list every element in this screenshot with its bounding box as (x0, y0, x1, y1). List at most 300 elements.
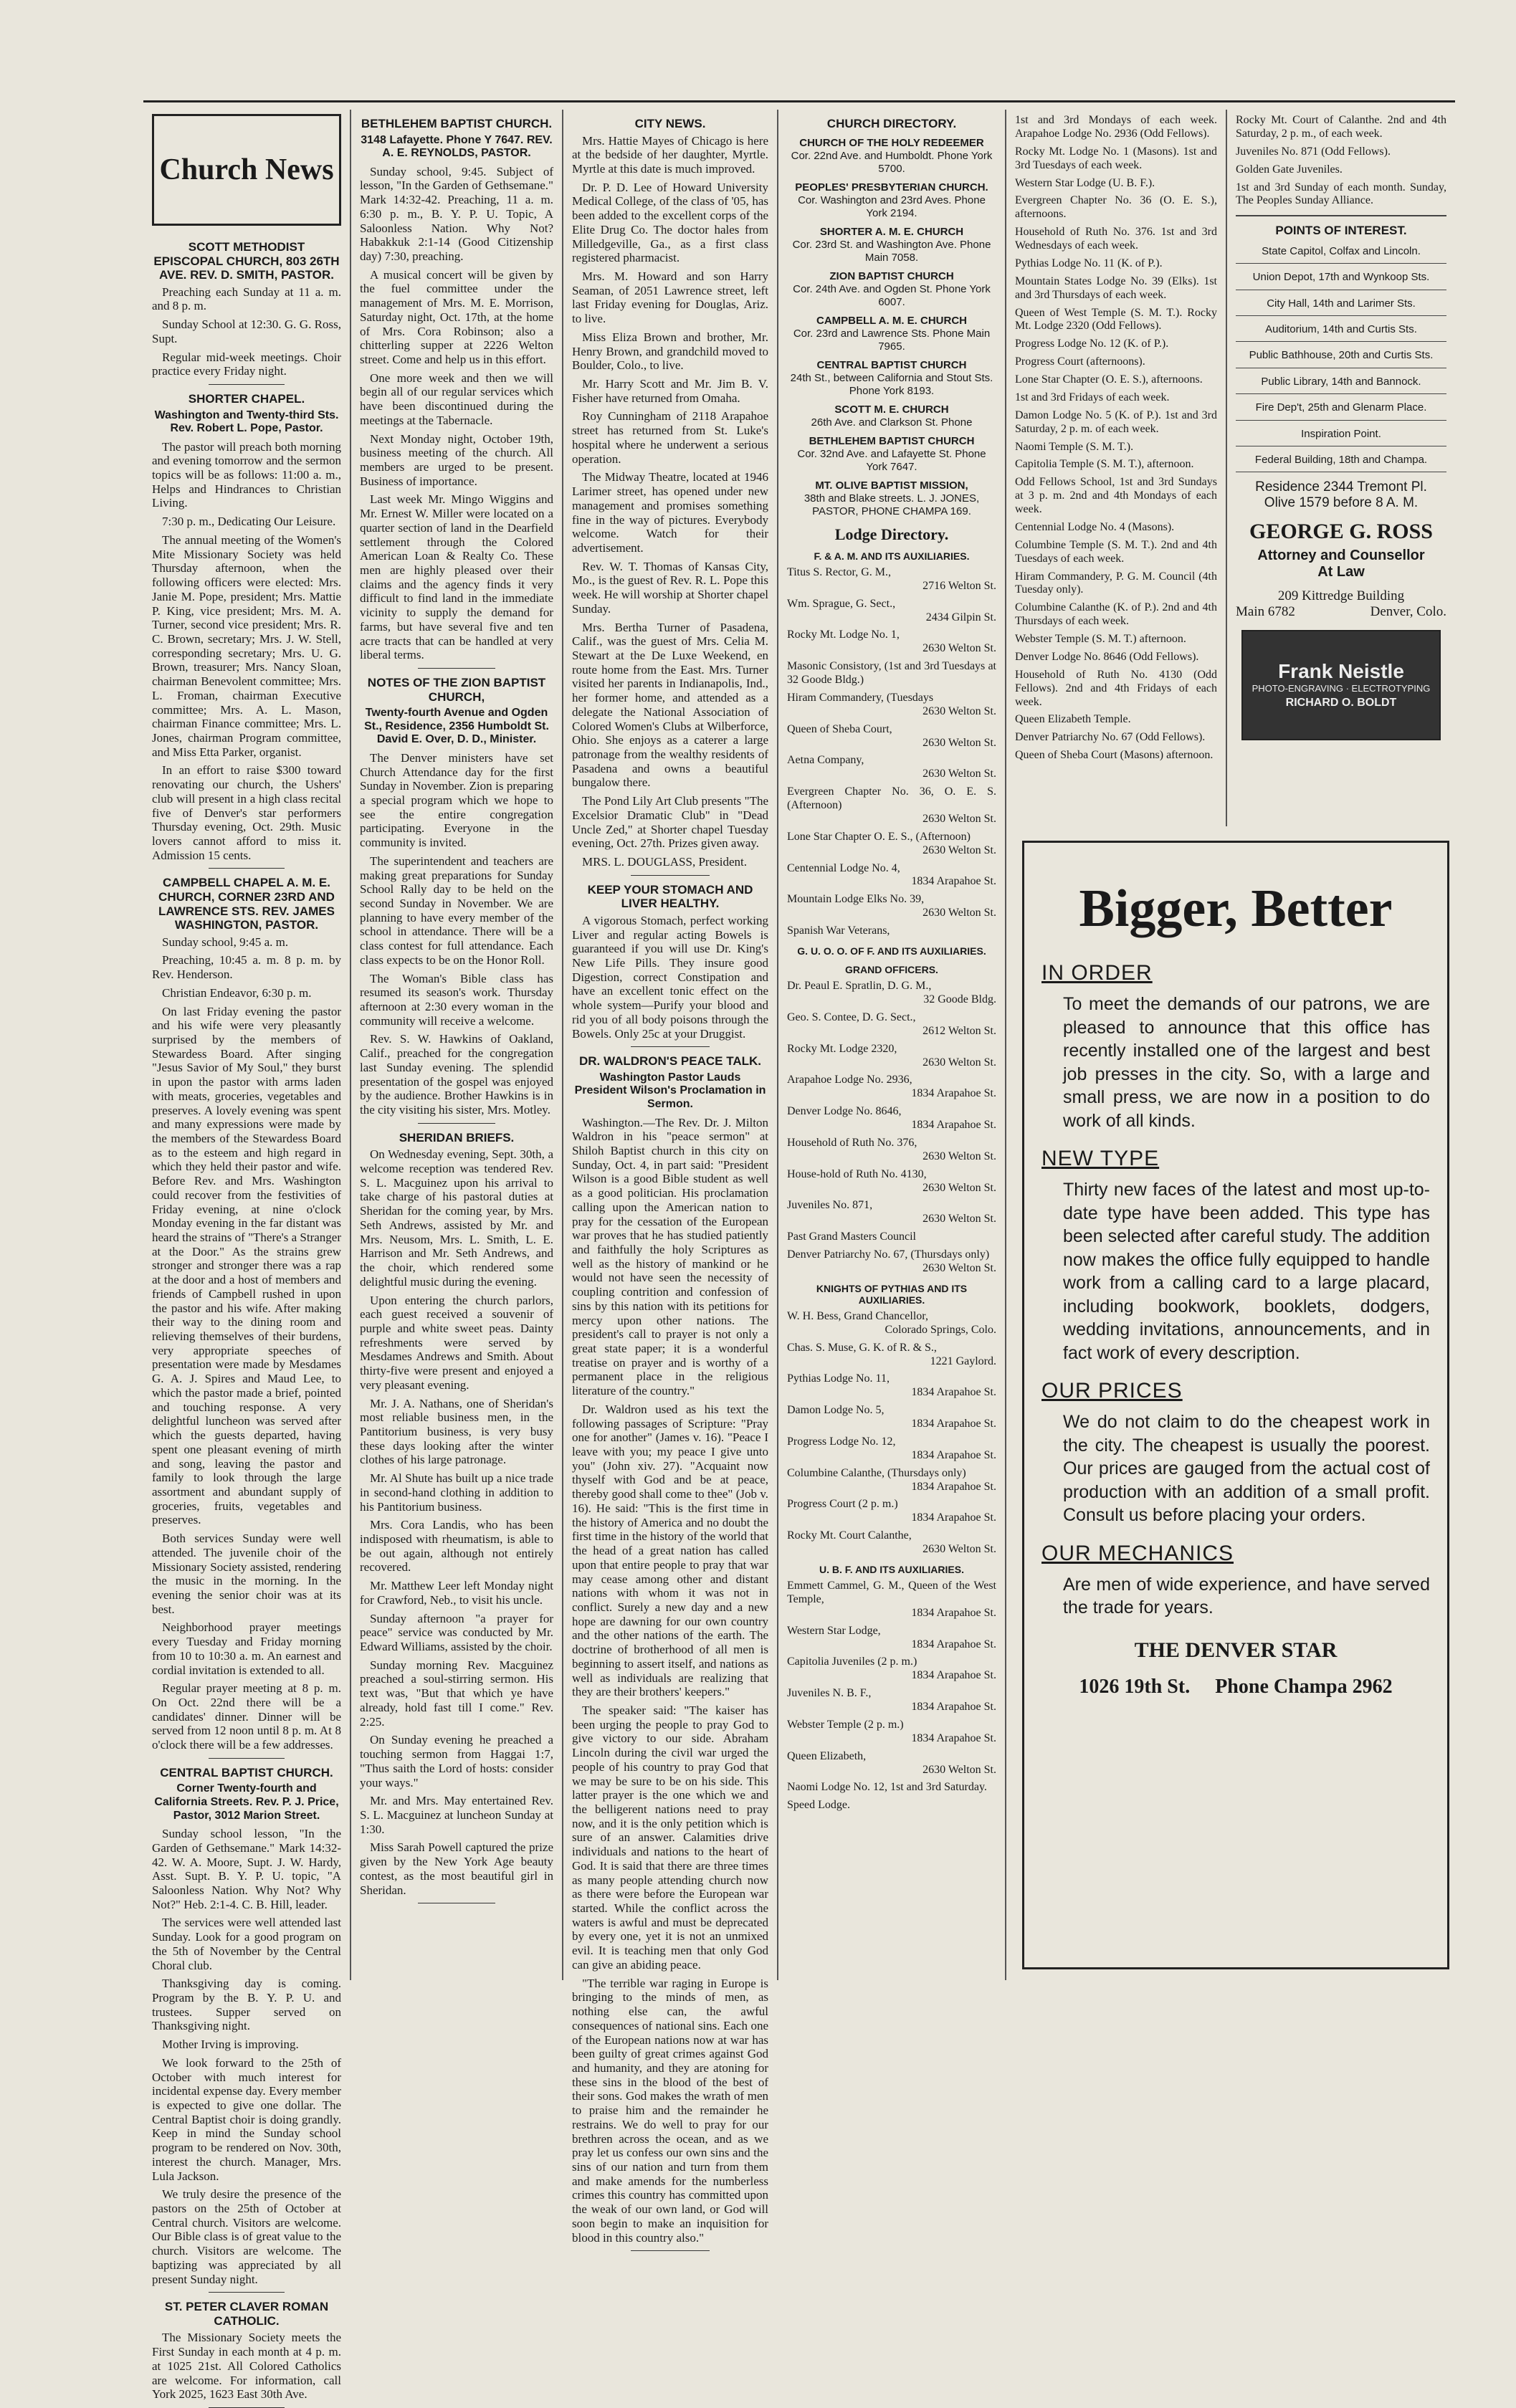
church-name: CAMPBELL A. M. E. CHURCH (816, 314, 967, 327)
lodge-name: Wm. Sprague, G. Sect., (787, 597, 896, 610)
article-paragraph: Sunday school, 9:45. Subject of lesson, "In the Garden of Gethsemane." Mark 14:32-42. Preaching, 11 a. m. 6:30 p. m., B. Y. P. U. Topic, A Saloonless Nation. Why Not? Habakkuk 2:1-14 (Good Citizenship day) 7:30, preaching. (360, 164, 553, 263)
article-paragraph: Next Monday night, October 19th, business meeting of the church. All members are urged to be present. Business of importance. (360, 431, 553, 488)
meeting-entry: Centennial Lodge No. 4 (Masons). (1015, 520, 1175, 533)
article-paragraph: Sunday morning Rev. Macguinez preached a soul-stirring sermon. His text was, "But that which ye have already, hold fast till I come." Rev. 2:25. (360, 1658, 553, 1729)
column-directory (778, 110, 1006, 1980)
attorney-name: GEORGE G. ROSS (1249, 520, 1433, 544)
lodge-name: Progress Lodge No. 12, (787, 1435, 896, 1448)
lodge-entry (787, 1719, 996, 1746)
lodge-entry (787, 1467, 996, 1494)
church-notes-articles (360, 117, 553, 1903)
lodge-name: House-hold of Ruth No. 4130, (787, 1167, 927, 1180)
article-divider (631, 1046, 710, 1047)
article-paragraph: Last week Mr. Mingo Wiggins and Mr. Ernest W. Miller were located on a quarter section of land in the Dearfield settlement through the Colored American Loan & Realty Co. These men are highly pleased over their claims and the agency finds it very difficult to find land in the immediate vicinity to supply the demand for farms, but have several five and ten acre tracts that can be handled at very liberal terms. (360, 492, 553, 662)
church-address: 26th Ave. and Clarkson St. Phone (811, 416, 973, 429)
article-paragraph: Sunday afternoon "a prayer for peace" service was conducted by Mr. Edward Williams, assisted by the choir. (360, 1611, 553, 1654)
article-paragraph: Washington.—The Rev. Dr. J. Milton Waldron in his "peace sermon" at Shiloh Baptist church in this city on Sunday, Oct. 4, in part said: "President Wilson is a good Bible student as well as a good politician. His proclamation calling upon the American nation to pray for the cessation of the European war proves that he has studied patiently and faithfully the holy Scriptures as well as the history of mankind or he would not have seen the necessity of coupling contrition and confession of sins by this nation with its petitions for mercy upon other nations. The president's call to prayer is not only a great state paper; it is a wonderful treatise on prayer and is worthy of a permanent place in the religious literature of the country." (572, 1115, 768, 1398)
lodge-address: 2716 Welton St. (923, 579, 996, 592)
church-address: Cor. 23rd St. and Washington Ave. Phone Main 7058. (792, 238, 991, 264)
article-headline: NOTES OF THE ZION BAPTIST CHURCH, (367, 676, 546, 704)
lodge-name: Rocky Mt. Lodge No. 1, (787, 629, 900, 641)
lodge-name: Dr. Peaul E. Spratlin, D. G. M., (787, 980, 932, 993)
divider (1236, 215, 1446, 216)
point-of-interest: Fire Dep't, 25th and Glenarm Place. (1236, 401, 1446, 420)
article-paragraph: Rev. W. T. Thomas of Kansas City, Mo., is the guest of Rev. R. L. Pope this week. He will worship at Shorter chapel Sunday. (572, 559, 768, 616)
article-paragraph: Rev. S. W. Hawkins of Oakland, Calif., preached for the congregation last Sunday evening. The splendid presentation of the gospel was enjoyed by the audience. Brother Hawkins is in the city visiting his sister, Mrs. Motley. (360, 1032, 553, 1117)
lodge-entry (787, 1248, 996, 1276)
lodge-address: 2630 Welton St. (923, 1213, 996, 1226)
newspaper-page (143, 100, 1455, 2402)
article-subheadline: Corner Twenty-fourth and California Streets. Rev. P. J. Price, Pastor, 3012 Marion Street. (154, 1782, 339, 1822)
point-of-interest: Public Library, 14th and Bannock. (1236, 376, 1446, 394)
lodge-name: Capitolia Juveniles (2 p. m.) (787, 1656, 917, 1668)
meeting-entry: Queen Elizabeth Temple. (1015, 713, 1131, 726)
church-news-articles (152, 240, 341, 2408)
church-address: Cor. 22nd Ave. and Humboldt. Phone York 5700. (791, 149, 993, 175)
office-address: 209 Kittredge Building (1277, 588, 1405, 603)
lodge-name: Aetna Company, (787, 754, 864, 767)
lodge-entry (787, 1168, 996, 1195)
lodge-entry (787, 692, 996, 719)
lodge-list-guoo (787, 980, 996, 1276)
point-of-interest: Public Bathhouse, 20th and Curtis Sts. (1236, 349, 1446, 368)
lodge-name: Lone Star Chapter O. E. S., (Afternoon) (787, 830, 971, 843)
lodge-name: Denver Lodge No. 8646, (787, 1105, 902, 1118)
article-divider (631, 2250, 710, 2251)
meeting-entry: Queen of Sheba Court (Masons) afternoon. (1015, 749, 1214, 762)
points-of-interest-list (1236, 245, 1446, 473)
lodge-entry (787, 1529, 996, 1557)
meeting-entry: Household of Ruth No. 4130 (Odd Fellows). 2nd and 4th Fridays of each week. (1015, 668, 1217, 708)
article-paragraph: Preaching, 10:45 a. m. 8 p. m. by Rev. Henderson. (152, 953, 341, 982)
meeting-entry: Western Star Lodge (U. B. F.). (1015, 176, 1155, 189)
lodge-entry (787, 598, 996, 625)
lodge-entry (787, 785, 996, 826)
lodge-entry (787, 831, 996, 858)
lodge-entry (787, 1656, 996, 1683)
lodge-address: 1834 Arapahoe St. (911, 1448, 996, 1461)
church-name: BETHLEHEM BAPTIST CHURCH (809, 434, 975, 447)
meeting-entry: 1st and 3rd Mondays of each week. Arapahoe Lodge No. 2936 (Odd Fellows). (1015, 114, 1217, 140)
engraver-logo (1241, 630, 1441, 740)
lodge-entry (787, 1404, 996, 1431)
article-paragraph: Mr. J. A. Nathans, one of Sheridan's most reliable business men, in the Pantitorium business, is very busy these days looking after the winter clothes of his large patronage. (360, 1396, 553, 1467)
article-headline: DR. WALDRON'S PEACE TALK. (578, 1054, 761, 1069)
residence-line: Residence 2344 Tremont Pl. (1255, 479, 1427, 495)
article-paragraph: Thanksgiving day is coming. Program by the B. Y. P. U. and trustees. Supper served on Thanksgiving night. (152, 1977, 341, 2033)
ad-section-mechanics: OUR MECHANICS (1041, 1541, 1234, 1565)
article-divider (631, 875, 710, 876)
lodge-name: W. H. Bess, Grand Chancellor, (787, 1309, 928, 1322)
lodge-name: Queen Elizabeth, (787, 1749, 867, 1762)
lodge-address: 1834 Arapahoe St. (911, 1119, 996, 1131)
lodge-address: 1834 Arapahoe St. (911, 1638, 996, 1650)
article-paragraph: Miss Sarah Powell captured the prize given by the New York Age beauty contest, as the most beautiful girl in Sheridan. (360, 1840, 553, 1897)
directory-entry (787, 181, 996, 220)
lodge-name: Queen of Sheba Court, (787, 722, 892, 735)
article-headline: SHORTER CHAPEL. (188, 391, 305, 406)
directory-entry (787, 479, 996, 518)
city-news-articles (572, 117, 768, 2251)
meeting-entry: Capitolia Temple (S. M. T.), afternoon. (1015, 458, 1194, 471)
lodge-name: Evergreen Chapter No. 36, O. E. S. (Afternoon) (787, 785, 996, 812)
engraver-owner: RICHARD O. BOLDT (1285, 697, 1397, 710)
lodge-address: 32 Goode Bldg. (923, 993, 996, 1005)
lodge-address: 2630 Welton St. (923, 1181, 996, 1194)
article-paragraph: The Woman's Bible class has resumed its season's work. Thursday afternoon at 2:30 every woman in the community will receive a welcome. (360, 971, 553, 1028)
article-paragraph: "The terrible war raging in Europe is bringing to the minds of men, as nothing else can, the awful consequences of national sins. Each one of the European nations now at war has been guilty of great crimes against God and humanity, and they are atoning for these sins in the blood of the best of their sons. God makes the wrath of men to praise him and the remainder he restrains. We do well to pray for our brethren across the ocean, and as we pray let us confess our own sins and the sins of our nation and turn from them and make amends for the numberless crimes this country has committed upon the weak of our own land, or God will soon begin to make an inquisition for blood in this country also." (572, 1976, 768, 2245)
article-paragraph: Preaching each Sunday at 11 a. m. and 8 p. m. (152, 285, 341, 313)
meeting-schedule-list (1015, 114, 1217, 763)
publisher-address: 1026 19th St. Phone Champa 2962 (1079, 1675, 1393, 1698)
phone-line: Olive 1579 before 8 A. M. (1264, 495, 1419, 511)
meeting-entry: Naomi Temple (S. M. T.). (1015, 440, 1134, 453)
lodge-entry (787, 1750, 996, 1777)
church-address: Cor. Washington and 23rd Aves. Phone York 2194. (798, 194, 986, 219)
lodge-address: 1834 Arapahoe St. (911, 1087, 996, 1100)
lodge-address: 1834 Arapahoe St. (911, 1701, 996, 1714)
lodge-address: 2630 Welton St. (923, 768, 996, 780)
lodge-address: 1834 Arapahoe St. (911, 875, 996, 888)
article-paragraph: Both services Sunday were well attended. The juvenile choir of the Missionary Society assisted, rendering the music in the morning. In the evening the senior choir was at its best. (152, 1532, 341, 1616)
lodge-entry (787, 1580, 996, 1620)
article-paragraph: The pastor will preach both morning and evening tomorrow and the sermon topics will be as follows: 11:00 a. m., Helps and Hindrances to Christian Living. (152, 439, 341, 510)
lodge-address: 2630 Welton St. (923, 907, 996, 919)
meeting-entry: Columbine Temple (S. M. T.). 2nd and 4th Tuesdays of each week. (1015, 538, 1217, 565)
column-city-news (563, 110, 778, 2245)
article-divider (209, 2292, 285, 2293)
meeting-entry: Queen of West Temple (S. M. T.). Rocky Mt. Lodge 2320 (Odd Fellows). (1015, 306, 1217, 333)
lodge-name: Webster Temple (2 p. m.) (787, 1718, 904, 1731)
column-meeting-schedule (1006, 110, 1227, 826)
ad-footer (1041, 1638, 1430, 1698)
lodge-name: Mountain Lodge Elks No. 39, (787, 893, 925, 906)
article-paragraph: The Denver ministers have set Church Attendance day for the first Sunday in November. Zion is preparing a special program which we hope to see the entire congregation participating. Everyone in the community is invited. (360, 750, 553, 850)
lodge-entry (787, 754, 996, 781)
lodge-name: Chas. S. Muse, G. K. of R. & S., (787, 1341, 937, 1354)
church-name: CHURCH OF THE HOLY REDEEMER (799, 136, 984, 149)
article-headline: SCOTT METHODIST EPISCOPAL CHURCH, 803 26TH AVE. REV. D. SMITH, PASTOR. (153, 240, 340, 282)
meeting-entry: Damon Lodge No. 5 (K. of P.). 1st and 3rd Saturday, 2 p. m. of each week. (1015, 408, 1217, 435)
article-paragraph: The superintendent and teachers are making great preparations for Sunday School Rally day to be held on the second Sunday in November. We are planning to have every member of the school in attendance. There will be a class contest for full attendance. Each class expects to be on the Honor Roll. (360, 854, 553, 967)
point-of-interest: City Hall, 14th and Larimer Sts. (1236, 297, 1446, 316)
article-paragraph: Dr. P. D. Lee of Howard University Medical College, of the class of '05, has been added to the excellent corps of the Elite Drug Co. The doctor hales from Milledgeville, Ga., as a first class registered pharmacist. (572, 180, 768, 265)
lodge-name: Past Grand Masters Council (787, 1231, 916, 1243)
meeting-entry: Progress Court (afternoons). (1015, 355, 1145, 368)
lodge-entry (787, 1372, 996, 1400)
article-headline: BETHLEHEM BAPTIST CHURCH. (361, 117, 553, 130)
article-paragraph: Mrs. M. Howard and son Harry Seaman, of 2051 Lawrence street, left last Friday evening for Douglas, Ariz. to live. (572, 269, 768, 326)
lodge-address: 1834 Arapahoe St. (911, 1606, 996, 1619)
lodge-entry (787, 1105, 996, 1132)
column-church-news (143, 110, 351, 2402)
lodge-name: Damon Lodge No. 5, (787, 1404, 885, 1417)
office-city: Denver, Colo. (1370, 603, 1446, 619)
article-paragraph: The Midway Theatre, located at 1946 Larimer street, has opened under new management and promises something fine in the way of pictures. Everybody welcome. Watch for their advertisement. (572, 470, 768, 555)
article-divider (209, 1758, 285, 1759)
church-address: Cor. 24th Ave. and Ogden St. Phone York 6007. (793, 282, 991, 308)
article-paragraph: Upon entering the church parlors, each guest received a souvenir of purple and white sweet peas. Dainty refreshments were served by Mesdames Andrews and Smith. About thirty-five were present and enjoyed a very pleasant evening. (360, 1293, 553, 1392)
publisher-name: THE DENVER STAR (1134, 1638, 1338, 1662)
meeting-entry: Rocky Mt. Lodge No. 1 (Masons). 1st and 3rd Tuesdays of each week. (1015, 145, 1217, 171)
lodge-name: Masonic Consistory, (1st and 3rd Tuesdays at 32 Goode Bldg.) (787, 660, 996, 687)
article-paragraph: MRS. L. DOUGLASS, President. (582, 855, 747, 869)
lodge-entry (787, 660, 996, 687)
article-paragraph: In an effort to raise $300 toward renovating our church, the Ushers' club will present in a high class recital five of Denver's star performers Thursday evening, Oct. 29th. Music lovers cannot afford to miss it. Admission 15 cents. (152, 763, 341, 862)
article-headline: CENTRAL BAPTIST CHURCH. (160, 1765, 333, 1779)
column-points-of-interest (1227, 110, 1455, 826)
lodge-name: Hiram Commandery, (Tuesdays (787, 691, 934, 704)
office-contact (1236, 604, 1446, 620)
lodge-entry (787, 1310, 996, 1337)
article-paragraph: Mr. Al Shute has built up a nice trade in second-hand clothing in addition to his Pantitorium business. (360, 1471, 553, 1514)
article-subheadline: Washington and Twenty-third Sts. Rev. Robert L. Pope, Pastor. (154, 408, 339, 435)
lodge-entry (787, 1498, 996, 1525)
lodge-address: 1834 Arapahoe St. (911, 1386, 996, 1399)
lodge-entry (787, 1137, 996, 1164)
lodge-address: 1834 Arapahoe St. (911, 1418, 996, 1430)
article-paragraph: Mrs. Bertha Turner of Pasadena, Calif., was the guest of Mrs. Celia M. Stewart at the De Luxe Weekend, en route home from the East. Mrs. Turner visited her parents in Indianapolis, Ind., her former home, and attended as a delegate the National Association of Colored Women's Clubs at Wilberforce, Ohio. She enjoys as a caterer a large patronage from the wealthy residents of Pasadena and owns a beautiful bungalow there. (572, 620, 768, 790)
lodge-name: Geo. S. Contee, D. G. Sect., (787, 1010, 916, 1023)
meeting-entry: Hiram Commandery, P. G. M. Council (4th Tuesday only). (1015, 570, 1217, 596)
article-headline: CAMPBELL CHAPEL A. M. E. CHURCH, CORNER 23RD AND LAWRENCE STS. REV. JAMES WASHINGTON, PASTOR. (158, 876, 335, 932)
article-paragraph: Mr. Harry Scott and Mr. Jim B. V. Fisher have returned from Omaha. (572, 377, 768, 405)
lodge-address: 1834 Arapahoe St. (911, 1669, 996, 1682)
ad-text-new-type: Thirty new faces of the latest and most up-to-date type have been added. This type has been selected after careful study. The addition now makes the office fully equipped to handle work from a calling card to a large placard, including bookwork, booklets, dodgers, wedding invitations, announcements, and in fact work of every description. (1063, 1180, 1430, 1363)
lodge-entry (787, 1074, 996, 1101)
article-paragraph: Mr. Matthew Leer left Monday night for Crawford, Neb., to visit his uncle. (360, 1579, 553, 1607)
lodge-list-fam (787, 566, 996, 938)
church-directory-list (787, 137, 996, 518)
meeting-entry: 1st and 3rd Fridays of each week. (1015, 391, 1170, 403)
article-divider (209, 384, 285, 385)
ad-text-prices: We do not claim to do the cheapest work in the city. The cheapest is usually the poorest. Our prices are gauged from the actual cost of production with an addition of a small profit. Consult us before placing your orders. (1063, 1412, 1430, 1525)
article-paragraph: On Sunday evening he preached a touching sermon from Haggai 1:7, "Thus saith the Lord of hosts: consider your ways." (360, 1733, 553, 1790)
article-paragraph: The Missionary Society meets the First Sunday in each month at 4 p. m. at 1025 21st. All Colored Catholics are welcome. For information, call York 2025, 1623 East 30th Ave. (152, 2331, 341, 2402)
lodge-name: Spanish War Veterans, (787, 924, 890, 937)
meeting-entry: Household of Ruth No. 376. 1st and 3rd Wednesdays of each week. (1015, 226, 1217, 252)
article-paragraph: The speaker said: "The kaiser has been urging the people to pray God to give victory to our side. Abraham Lincoln during the civil war urged the people of his country to pray God that we may be sure to be on his side. This latter prayer is the one which we and the belligerent nations need to pray now, and it is the only petition which is sure of an answer. Calamities drive individuals and nations to the heart of God. It is said that there are three times as many people attending church now as there were before the European war started. While the conflict across the waters is awful and must be deprecated by every one, yet it is not an unmixed evil. It is teaching men that only God can give an abiding peace. (572, 1703, 768, 1972)
article-subheadline: Washington Pastor Lauds President Wilson's Proclamation in Sermon. (574, 1071, 766, 1110)
lodge-entry (787, 1011, 996, 1038)
article-subheadline: 3148 Lafayette. Phone Y 7647. REV. A. E. REYNOLDS, PASTOR. (361, 133, 553, 160)
article-paragraph: Mr. and Mrs. May entertained Rev. S. L. Macguinez at luncheon Sunday at 1:30. (360, 1794, 553, 1836)
point-of-interest: Auditorium, 14th and Curtis Sts. (1236, 323, 1446, 342)
lodge-entry (787, 1342, 996, 1369)
points-of-interest-title: POINTS OF INTEREST. (1275, 224, 1407, 238)
church-address: Cor. 32nd Ave. and Lafayette St. Phone York 7647. (797, 447, 986, 473)
point-of-interest: Inspiration Point. (1236, 428, 1446, 446)
meeting-entry: Rocky Mt. Court of Calanthe. 2nd and 4th Saturday, 2 p. m., of each week. (1236, 114, 1446, 140)
lodge-address: Colorado Springs, Colo. (885, 1323, 996, 1336)
directory-entry (787, 403, 996, 429)
engraver-services: PHOTO-ENGRAVING · ELECTROTYPING (1252, 683, 1431, 694)
meeting-entry: Denver Lodge No. 8646 (Odd Fellows). (1015, 650, 1199, 663)
lodge-section-guoo: G. U. O. O. OF F. AND ITS AUXILIARIES. (797, 945, 986, 957)
ad-text-mechanics: Are men of wide experience, and have served the trade for years. (1063, 1574, 1430, 1618)
article-paragraph: Mother Irving is improving. (162, 2037, 299, 2052)
ad-section-prices: OUR PRICES (1041, 1379, 1183, 1403)
article-headline: ST. PETER CLAVER ROMAN CATHOLIC. (164, 2300, 329, 2328)
ad-section-new-type: NEW TYPE (1041, 1147, 1160, 1170)
lodge-address: 1221 Gaylord. (930, 1354, 996, 1367)
lodge-address: 1834 Arapahoe St. (911, 1480, 996, 1493)
article-paragraph: Sunday school lesson, "In the Garden of Gethsemane." Mark 14:32-42. W. A. Moore, Supt. J. W. Hardy, Asst. Supt. B. Y. P. U. topic, "A Saloonless Nation. Why Not? Why Not?" Heb. 2:1-4. C. B. Hill, leader. (152, 1827, 341, 1911)
attorney-title: Attorney and Counsellor (1257, 548, 1425, 564)
lodge-name: Speed Lodge. (787, 1799, 850, 1812)
church-directory-title: CHURCH DIRECTORY. (826, 117, 957, 130)
article-paragraph: Roy Cunningham of 2118 Arapahoe street has returned from St. Luke's hospital where he underwent a serious operation. (572, 409, 768, 466)
lodge-address: 2630 Welton St. (923, 1763, 996, 1776)
engraver-name: Frank Neistle (1278, 659, 1404, 682)
church-address: Cor. 23rd and Lawrence Sts. Phone Main 7965. (793, 327, 991, 353)
lodge-name: Emmett Cammel, G. M., Queen of the West Temple, (787, 1580, 996, 1605)
directory-entry (787, 270, 996, 309)
lodge-entry (787, 1435, 996, 1463)
meeting-entry: 1st and 3rd Sunday of each month. Sunday, The Peoples Sunday Alliance. (1236, 181, 1446, 207)
article-paragraph: Miss Eliza Brown and brother, Mr. Henry Brown, and grandchild moved to Boulder, Colo., to live. (572, 330, 768, 373)
lodge-address: 2630 Welton St. (923, 1261, 996, 1274)
masthead-church-news: Church News (152, 114, 341, 226)
lodge-name: Arapahoe Lodge No. 2936, (787, 1074, 912, 1086)
meeting-entry: Juveniles No. 871 (Odd Fellows). (1236, 145, 1391, 158)
article-divider (418, 668, 495, 669)
lodge-entry (787, 980, 996, 1007)
lodge-entry (787, 566, 996, 593)
lodge-entry (787, 1781, 996, 1795)
point-of-interest: Federal Building, 18th and Champa. (1236, 454, 1446, 472)
lodge-entry (787, 1625, 996, 1652)
lodge-entry (787, 1043, 996, 1070)
article-paragraph: Mrs. Cora Landis, who has been indisposed with rheumatism, is able to be out again, although not entirely recovered. (360, 1518, 553, 1575)
church-name: CENTRAL BAPTIST CHURCH (816, 358, 967, 371)
point-of-interest: Union Depot, 17th and Wynkoop Sts. (1236, 271, 1446, 290)
point-of-interest: State Capitol, Colfax and Lincoln. (1236, 245, 1446, 264)
lodge-address: 2630 Welton St. (923, 844, 996, 856)
article-paragraph: Mrs. Hattie Mayes of Chicago is here at the bedside of her daughter, Myrtle. Myrtle at this date is much improved. (572, 133, 768, 176)
lodge-name: Juveniles No. 871, (787, 1199, 873, 1212)
church-name: ZION BAPTIST CHURCH (829, 269, 954, 282)
article-headline: SHERIDAN BRIEFS. (399, 1130, 515, 1145)
article-paragraph: We look forward to the 25th of October with much interest for incidental expense day. Every member is expected to give one dollar. The Central Baptist choir is doing grandly. Keep in mind the Sunday school program to be rendered on Nov. 30th, interest the church. Manager, Mrs. Lula Jackson. (152, 2055, 341, 2183)
lodge-address: 1834 Arapahoe St. (911, 1511, 996, 1524)
meeting-entry: Golden Gate Juveniles. (1236, 163, 1343, 176)
lodge-address: 2612 Welton St. (923, 1024, 996, 1037)
ad-section-in-order: IN ORDER (1041, 961, 1153, 985)
lodge-address: 2630 Welton St. (923, 1543, 996, 1556)
lodge-name: Naomi Lodge No. 12, 1st and 3rd Saturday. (787, 1781, 987, 1794)
church-name: PEOPLES' PRESBYTERIAN CHURCH. (795, 181, 988, 194)
meeting-entry: Pythias Lodge No. 11 (K. of P.). (1015, 257, 1163, 269)
ross-advertisement (1236, 479, 1446, 619)
lodge-directory-title: Lodge Directory. (834, 525, 949, 543)
directory-entry (787, 359, 996, 398)
meeting-entry: Progress Lodge No. 12 (K. of P.). (1015, 338, 1169, 350)
column-church-notes (351, 110, 563, 1980)
meeting-entry: Odd Fellows School, 1st and 3rd Sundays at 3 p. m. 2nd and 4th Mondays of each week. (1015, 476, 1217, 515)
article-paragraph: Regular mid-week meetings. Choir practice every Friday night. (152, 350, 341, 378)
meeting-entry: Webster Temple (S. M. T.) afternoon. (1015, 633, 1186, 645)
lodge-entry (787, 1799, 996, 1812)
article-paragraph: Dr. Waldron used as his text the following passages of Scripture: "Pray one for another" (James v. 16). "Peace I leave with you; my peace I give unto you" (John xiv. 27). "Acquaint now thyself with God and be at peace, thereby good shall come to thee" (Job v. 16). He said: "This is the first time in the history of America and no doubt the first time in the history of the world that the head of a great nation has called upon that entire people to pray that war may cease among other and distant nations with whom it was not in conflict. Surely a new day and a new hope are dawning for our own country and the other nations of the earth. The doctrine of brotherhood of all men is beginning to assert itself, and nations as well as individuals are realizing that they are their brothers' keepers." (572, 1402, 768, 1699)
lodge-name: Titus S. Rector, G. M., (787, 565, 892, 578)
meeting-entry: Mountain States Lodge No. 39 (Elks). 1st and 3rd Thursdays of each week. (1015, 274, 1217, 301)
grand-officers-title: GRAND OFFICERS. (845, 964, 938, 976)
lodge-section-kp: KNIGHTS OF PYTHIAS AND ITS AUXILIARIES. (816, 1282, 968, 1306)
article-paragraph: Sunday school, 9:45 a. m. (162, 935, 289, 949)
lodge-name: Progress Court (2 p. m.) (787, 1498, 898, 1511)
article-paragraph: The annual meeting of the Women's Mite Missionary Society was held Thursday afternoon, when the following officers were elected: Mrs. Janie M. Pope, president; Mrs. Mattie P. King, vice president; Mrs. M. A. Turner, second vice president; Mrs. R. C. Brown, secretary; Mrs. J. W. Stell, corresponding secretary; Mrs. U. G. Brown, treasurer; Mrs. Nancy Sloan, chairman Benevolent committee; Mrs. L. Froman, chairman Executive committee; Mrs. A. L. Mason, chairman Finance committee; Mrs. L. Jones, chairman Program committee, and Miss Etta Parker, organist. (152, 532, 341, 759)
meeting-schedule-continued (1236, 114, 1446, 208)
lodge-address: 2630 Welton St. (923, 1056, 996, 1069)
lodge-section-ubf: U. B. F. AND ITS AUXILIARIES. (819, 1563, 964, 1575)
lodge-address: 2630 Welton St. (923, 642, 996, 655)
church-name: SHORTER A. M. E. CHURCH (819, 225, 964, 238)
lodge-name: Rocky Mt. Lodge 2320, (787, 1042, 897, 1055)
lodge-entry (787, 862, 996, 889)
lodge-name: Household of Ruth No. 376, (787, 1136, 917, 1149)
article-paragraph: Neighborhood prayer meetings every Tuesday and Friday morning from 10 to 10:30 a. m. An earnest and cordial invitation is extended to all. (152, 1620, 341, 1677)
directory-entry (787, 315, 996, 353)
article-paragraph: We truly desire the presence of the pastors on the 25th of October at Central church. Visitors are welcome. Our Bible class is of great value to the church. Visitors are welcome. The baptizing was appreciated by all present Sunday night. (152, 2187, 341, 2286)
article-paragraph: On Wednesday evening, Sept. 30th, a welcome reception was tendered Rev. S. L. Macguinez upon his arrival to take charge of his pastoral duties at Sheridan for the coming year, by Mrs. Seth Andrews, assisted by Mr. and Mrs. Neusom, Mrs. L. Smith, L. E. Harrison and Mr. Seth Andrews, and the choir, which rendered some delightful music during the evening. (360, 1147, 553, 1289)
lodge-address: 2630 Welton St. (923, 704, 996, 717)
lodge-entry (787, 893, 996, 920)
directory-entry (787, 435, 996, 474)
lodge-entry (787, 629, 996, 656)
lodge-name: Western Star Lodge, (787, 1624, 881, 1637)
lodge-address: 2434 Gilpin St. (925, 611, 996, 624)
article-paragraph: One more week and then we will begin all of our regular services which have been discontinued during the meetings at the Tabernacle. (360, 371, 553, 427)
church-name: MT. OLIVE BAPTIST MISSION, (815, 479, 968, 492)
directory-entry (787, 137, 996, 176)
attorney-title-2: At Law (1317, 564, 1365, 580)
article-headline: KEEP YOUR STOMACH AND LIVER HEALTHY. (587, 882, 753, 911)
lodge-entry (787, 723, 996, 750)
article-paragraph: 7:30 p. m., Dedicating Our Leisure. (162, 515, 336, 529)
lodge-list-kp (787, 1310, 996, 1557)
article-paragraph: A vigorous Stomach, perfect working Liver and regular acting Bowels is guaranteed if you will use Dr. King's New Life Pills. They insure good Digestion, correct Constipation and have an excellent tonic effect on the whole system—Purify your blood and rid you of all body poisons through the Bowels. Only 25c at your Druggist. (572, 913, 768, 1041)
article-divider (418, 1123, 495, 1124)
lodge-address: 2630 Welton St. (923, 736, 996, 749)
office-phone: Main 6782 (1236, 603, 1295, 619)
church-address: 24th St., between California and Stout Sts. Phone York 8193. (790, 371, 993, 397)
lodge-list-ubf (787, 1580, 996, 1812)
lodge-name: Juveniles N. B. F., (787, 1687, 872, 1700)
meeting-entry: Denver Patriarchy No. 67 (Odd Fellows). (1015, 731, 1206, 744)
lodge-section-fam: F. & A. M. AND ITS AUXILIARIES. (814, 550, 970, 562)
article-paragraph: The services were well attended last Sunday. Look for a good program on the 5th of November by the Central Choral club. (152, 1916, 341, 1972)
article-paragraph: Christian Endeavor, 6:30 p. m. (162, 985, 312, 1000)
article-paragraph: Regular prayer meeting at 8 p. m. On Oct. 22nd there will be a candidates' dinner. Dinner will be served from 12 noon until 8 p. m. At 8 o'clock there will be a few addresses. (152, 1681, 341, 1752)
meeting-entry: Lone Star Chapter (O. E. S.), afternoons. (1015, 373, 1203, 386)
lodge-name: Columbine Calanthe, (Thursdays only) (787, 1466, 966, 1479)
church-name: SCOTT M. E. CHURCH (834, 403, 949, 416)
lodge-name: Pythias Lodge No. 11, (787, 1372, 890, 1385)
article-headline: CITY NEWS. (634, 117, 706, 130)
lodge-entry (787, 1231, 996, 1244)
lodge-name: Rocky Mt. Court Calanthe, (787, 1529, 912, 1542)
article-paragraph: Sunday School at 12:30. G. G. Ross, Supt. (152, 317, 341, 345)
directory-entry (787, 226, 996, 264)
ad-text-in-order: To meet the demands of our patrons, we are pleased to announce that this office has recently installed one of the largest and best job presses in the city. So, with a large and small press, we are now in a position to do work of all kinds. (1063, 994, 1430, 1131)
article-divider (209, 868, 285, 869)
article-paragraph: On last Friday evening the pastor and his wife were very pleasantly surprised by the members of Stewardess Board. After singing "Jesus Savior of My Soul," they burst in upon the pastor with arms laden with meats, groceries, vegetables and preserves. A lovely evening was spent and many expressions were made by the members of the Stewardess Board as to the esteem and high regard in which they held their pastor and wife. Before Rev. and Mrs. Washington could recover from the festivities of Friday evening, at nine o'clock Monday evening in the far distant was heard the strains of "There's a Stranger at the Door." As the strains grew stronger and stronger there was a rap at the door and a host of members and friends of Campbell rushed in upon the pastor and his wife. After making their way to the dining room and relieving themselves of their burdens, very appropriate speeches of presentation were made by Mesdames G. A. J. Spires and Maud Lee, to which the pastor made a brief, pointed and touching response. A very delightful luncheon was served after which the guests departed, having spent one pleasant evening of mirth and song, leaving the pastor and family to look through the large assortment and abundant supply of groceries, fruits, vegetables and preserves. (152, 1004, 341, 1527)
denver-star-advertisement (1022, 841, 1449, 1969)
lodge-address: 2630 Welton St. (923, 1150, 996, 1162)
meeting-entry: Evergreen Chapter No. 36 (O. E. S.), afternoons. (1015, 194, 1217, 221)
lodge-entry (787, 924, 996, 938)
